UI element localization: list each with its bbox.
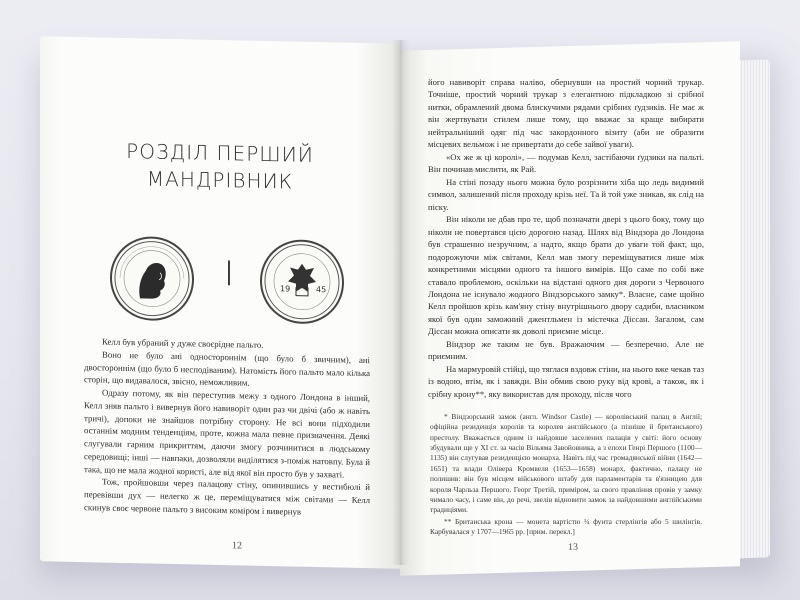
chapter-title-line2: МАНДРІВНИК	[146, 166, 294, 194]
right-page-body	[428, 76, 704, 400]
paragraph: Воно не було ані одностороннім (що було б звичним), ані двостороннім (що було б несподіваним). Натомість його пальто мало кілька сторін, що видавалося, звісно, неможливим.	[84, 349, 370, 388]
left-page-number: 12	[232, 540, 242, 552]
open-book	[40, 40, 770, 575]
paragraph: Келл був убраний у дуже своєрідне пальто.	[102, 336, 264, 350]
shilling-coin-icon	[260, 239, 344, 325]
coin-year-left: 19	[280, 284, 291, 294]
book-gutter	[392, 40, 410, 565]
footnote: ** Британська крона — монета вартістю ¼ фунта стерлінгів або 5 шилінгів. Карбувалася у 1707—1965 рр. [прим. перекл.]	[430, 516, 702, 536]
paragraph: Одразу потому, як він переступив межу з одного Лондона в інший, Келл зняв пальто і вивернув його навиворіт один раз чи двічі (або ж навіть тричі), допоки не знайшов потрібну сторону. Не всі вони підходили останнім модним тенденціям, проте, кожна мала певне призначення. Деякі слугували гарним прикриттям, даючи змогу розчинитися в людському середовищі; інші — навпаки, дозволяли виділятися з-поміж натовпу. Була й така, що не мала жодної користі, але від якої він просто був у захваті.	[84, 387, 370, 480]
paragraph: На мармуровій стійці, що тяглася вздовж стіни, на нього вже чекав таз із водою, втім, як і завжди. Він обмив свою руку від крові, а також, як і срібну крону**, яку використав для проходу, після чого	[428, 363, 704, 399]
paragraph: На стіні позаду нього можна було розрізнити хіба що ледь видимий символ, залишений після проходу крізь неї. Та й той уже зникав, як слід на піску.	[428, 176, 704, 212]
paragraph: його навиворіт справа наліво, обернувши на простий чорний трукар. Точніше, простий чорний трукар з елегантною підкладкою зі срібної нитки, обрамлений двома блискучими рядами срібних ґудзиків. Не має ж він жертвувати стилем лише тому, що вважає за краще вибирати нейтральніший одяг під час закордонного візиту (аби не образити місцевих вельмож і не привертати до себе зайвої уваги).	[428, 77, 704, 150]
coin-year-right: 45	[316, 285, 327, 295]
left-page-body	[84, 335, 370, 520]
chapter-title-line1: РОЗДІЛ ПЕРШИЙ	[126, 139, 314, 167]
left-page	[40, 36, 400, 569]
paragraph: Тож, пройшовши через палацову стіну, опинившись у вестибюлі й перевівши дух — нелегко ж це, переміщуватися між світами — Келл скинув своє червоне пальто з високим коміром і вивернув	[84, 476, 370, 517]
paragraph: Віндзор же таким не був. Вражаючим — безперечно. Але не приємним.	[428, 338, 704, 362]
right-page-number: 13	[568, 541, 578, 554]
paragraph: Він ніколи не дбав про те, щоб позначати двері з цього боку, тому що ніколи не повертався цією дорогою назад. Шлях від Віндзора до Лондона був страшенно незручним, а надто, якщо брати до уваги той факт, що, подорожуючи між світами, Келл мав змогу переміщуватися лише між конкретними місцями одного та іншого вимірів. Що саме по собі вже ставало проблемою, оскільки на відстані одного дня дороги з Червоного Лондона не існувало жодного Віндзорського замку*. Власне, саме щойно Келл пройшов крізь кам'яну стіну внутрішнього двору садиби, власником якої був один заможний джентльмен із містечка Діссан. Загалом, сам Діссан можна описати як доволі приємне місце.	[428, 214, 704, 337]
chapter-numeral: І	[223, 254, 235, 295]
king-portrait-coin-icon	[110, 236, 194, 322]
paragraph: «Ох же ж ці королі», — подумав Келл, застібаючи ґудзики на пальті. Він починав мислити, як Рай.	[428, 151, 704, 175]
chapter-title	[40, 136, 400, 198]
coin-illustrations	[110, 236, 340, 337]
footnote: * Віндзорський замок (англ. Windsor Castle) — королівський палац в Англії; офіційна резиденція королів та королев англійського (а пізніше й британського) престолу. Вважається одним із найдовше заселених палаців у світі: його основу збудували ще у XI ст. за часів Вільяма Завойовника, а з епохи Генрі Першого (1100—1135) він слугував резиденцією монарха. Навіть під час громадянської війни (1642—1651) та влади Олівера Кромвеля (1653—1658) монарх, фактично, палацу не полишив: він був місцем військового штабу для парламентарів та в'язницею для короля Чарльза Першого. Георг Третій, приміром, за свого правління провів у замку чимало часу, і саме він, до речі, звелів відновити замок за найдовшими англійськими традиціями.	[430, 412, 702, 515]
footnotes	[430, 412, 702, 538]
